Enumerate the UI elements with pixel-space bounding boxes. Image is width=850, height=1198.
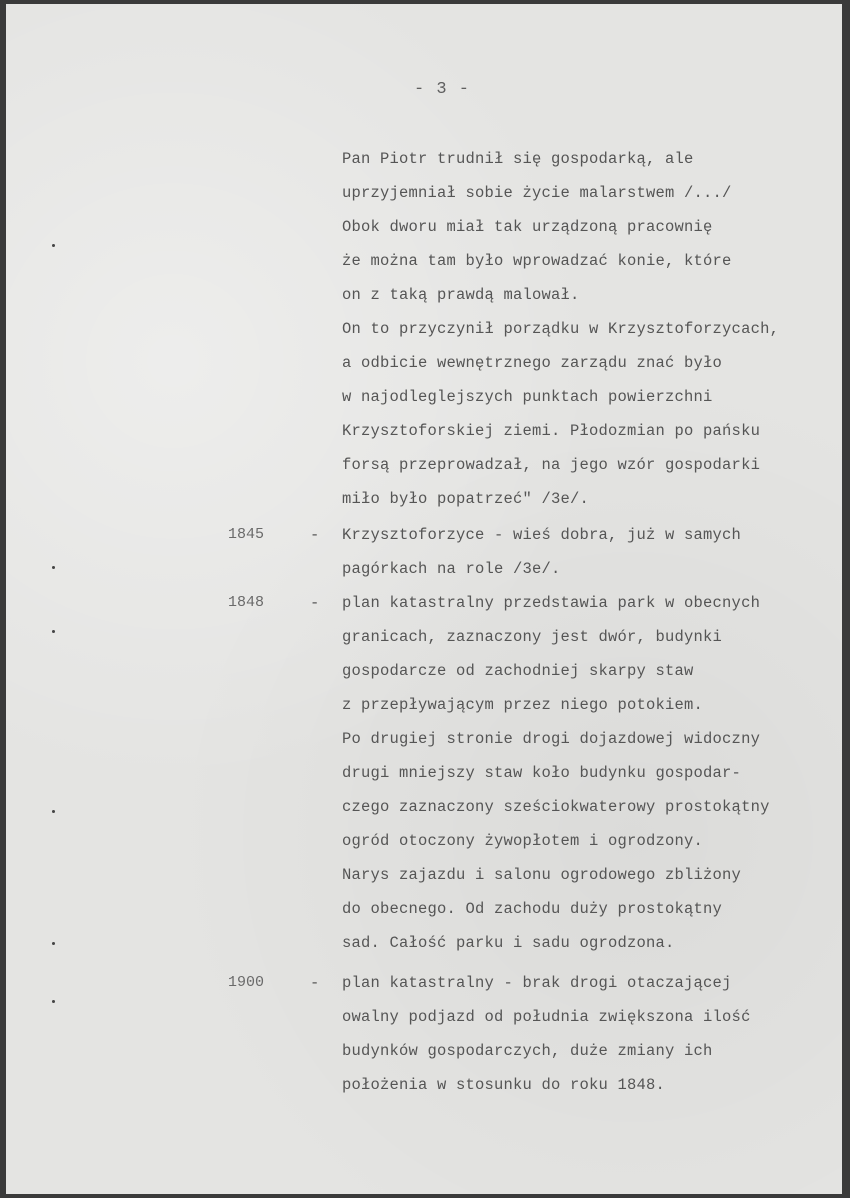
entry-year: 1900 — [228, 974, 265, 991]
scan-speck — [52, 1000, 55, 1003]
entry-line: Narys zajazdu i salonu ogrodowego zbliżony — [342, 866, 742, 884]
quote-line: Krzysztoforskiej ziemi. Płodozmian po pańsku — [342, 422, 761, 440]
quote-line: Obok dworu miał tak urządzoną pracownię — [342, 218, 713, 236]
quote-line: uprzyjemniał sobie życie malarstwem /.../ — [342, 184, 732, 202]
entry-dash: - — [310, 974, 320, 992]
entry-line: do obecnego. Od zachodu duży prostokątny — [342, 900, 723, 918]
entry-line: granicach, zaznaczony jest dwór, budynki — [342, 628, 723, 646]
scan-speck — [52, 244, 55, 247]
page-number: - 3 - — [414, 80, 471, 99]
quote-line: on z taką prawdą malował. — [342, 286, 580, 304]
entry-line: Krzysztoforzyce - wieś dobra, już w samych — [342, 526, 742, 544]
quote-line: Pan Piotr trudnił się gospodarką, ale — [342, 150, 694, 168]
entry-year: 1848 — [228, 594, 265, 611]
entry-line: czego zaznaczony sześciokwaterowy prostokątny — [342, 798, 770, 816]
scan-speck — [52, 566, 55, 569]
entry-year: 1845 — [228, 526, 265, 543]
quote-line: forsą przeprowadzał, na jego wzór gospodarki — [342, 456, 761, 474]
scan-speck — [52, 942, 55, 945]
entry-line: budynków gospodarczych, duże zmiany ich — [342, 1042, 713, 1060]
scan-speck — [52, 630, 55, 633]
quote-line: że można tam było wprowadzać konie, które — [342, 252, 732, 270]
entry-line: ogród otoczony żywopłotem i ogrodzony. — [342, 832, 704, 850]
entry-line: plan katastralny - brak drogi otaczającej — [342, 974, 732, 992]
quote-line: miło było popatrzeć" /3e/. — [342, 490, 590, 508]
document-page — [6, 4, 842, 1194]
entry-line: położenia w stosunku do roku 1848. — [342, 1076, 666, 1094]
entry-line: sad. Całość parku i sadu ogrodzona. — [342, 934, 675, 952]
quote-line: On to przyczynił porządku w Krzysztoforzycach, — [342, 320, 780, 338]
entry-line: drugi mniejszy staw koło budynku gospodar- — [342, 764, 742, 782]
quote-line: a odbicie wewnętrznego zarządu znać było — [342, 354, 723, 372]
entry-dash: - — [310, 594, 320, 612]
entry-line: owalny podjazd od południa zwiększona ilość — [342, 1008, 751, 1026]
entry-line: pagórkach na role /3e/. — [342, 560, 561, 578]
scan-speck — [52, 810, 55, 813]
entry-line: z przepływającym przez niego potokiem. — [342, 696, 704, 714]
entry-dash: - — [310, 526, 320, 544]
entry-line: Po drugiej stronie drogi dojazdowej widoczny — [342, 730, 761, 748]
entry-line: plan katastralny przedstawia park w obecnych — [342, 594, 761, 612]
entry-line: gospodarcze od zachodniej skarpy staw — [342, 662, 694, 680]
quote-line: w najodleglejszych punktach powierzchni — [342, 388, 713, 406]
